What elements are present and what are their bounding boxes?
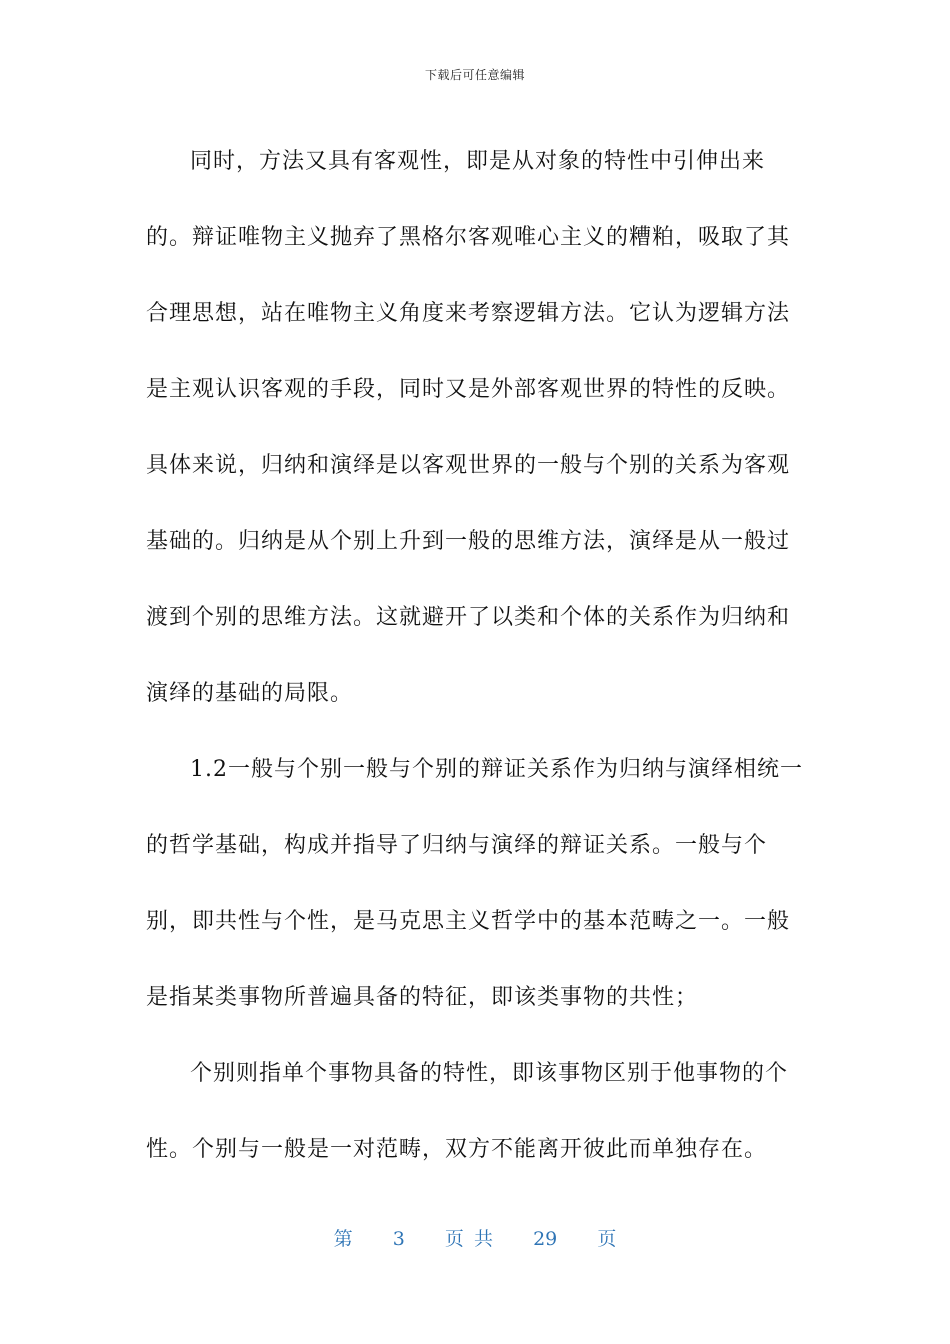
paragraph-general-and-individual: 1.2一般与个别一般与个别的辩证关系作为归纳与演绎相统一的哲学基础，构成并指导了归纳与演绎的辩证关系。一般与个别，即共性与个性，是马克思主义哲学中的基本范畴之一。一般是指某类事物所普遍具备的特征，即该类事物的共性；: [146, 757, 803, 1010]
footer-page-mid: 页 共: [444, 1228, 493, 1250]
page-header: 下载后可任意编辑: [424, 68, 525, 82]
footer-page-prefix: 第: [333, 1228, 353, 1250]
page-footer: [0, 1224, 950, 1251]
paragraph-individual-definition: 个别则指单个事物具备的特性，即该事物区别于他事物的个性。个别与一般是一对范畴，双方不能离开彼此而单独存在。: [146, 1061, 789, 1162]
footer-current-page: 3: [392, 1228, 405, 1250]
paragraph-method-objectivity: 同时，方法又具有客观性，即是从对象的特性中引伸出来的。辩证唯物主义抛弃了黑格尔客观唯心主义的糟粕，吸取了其合理思想，站在唯物主义角度来考察逻辑方法。它认为逻辑方法是主观认识客观的手段，同时又是外部客观世界的特性的反映。具体来说，归纳和演绎是以客观世界的一般与个别的关系为客观基础的。归纳是从个别上升到一般的思维方法，演绎是从一般过渡到个别的思维方法。这就避开了以类和个体的关系作为归纳和演绎的基础的局限。: [146, 149, 791, 706]
document-body: [146, 124, 806, 1188]
footer-page-suffix: 页: [597, 1228, 617, 1250]
footer-total-pages: 29: [533, 1228, 558, 1250]
